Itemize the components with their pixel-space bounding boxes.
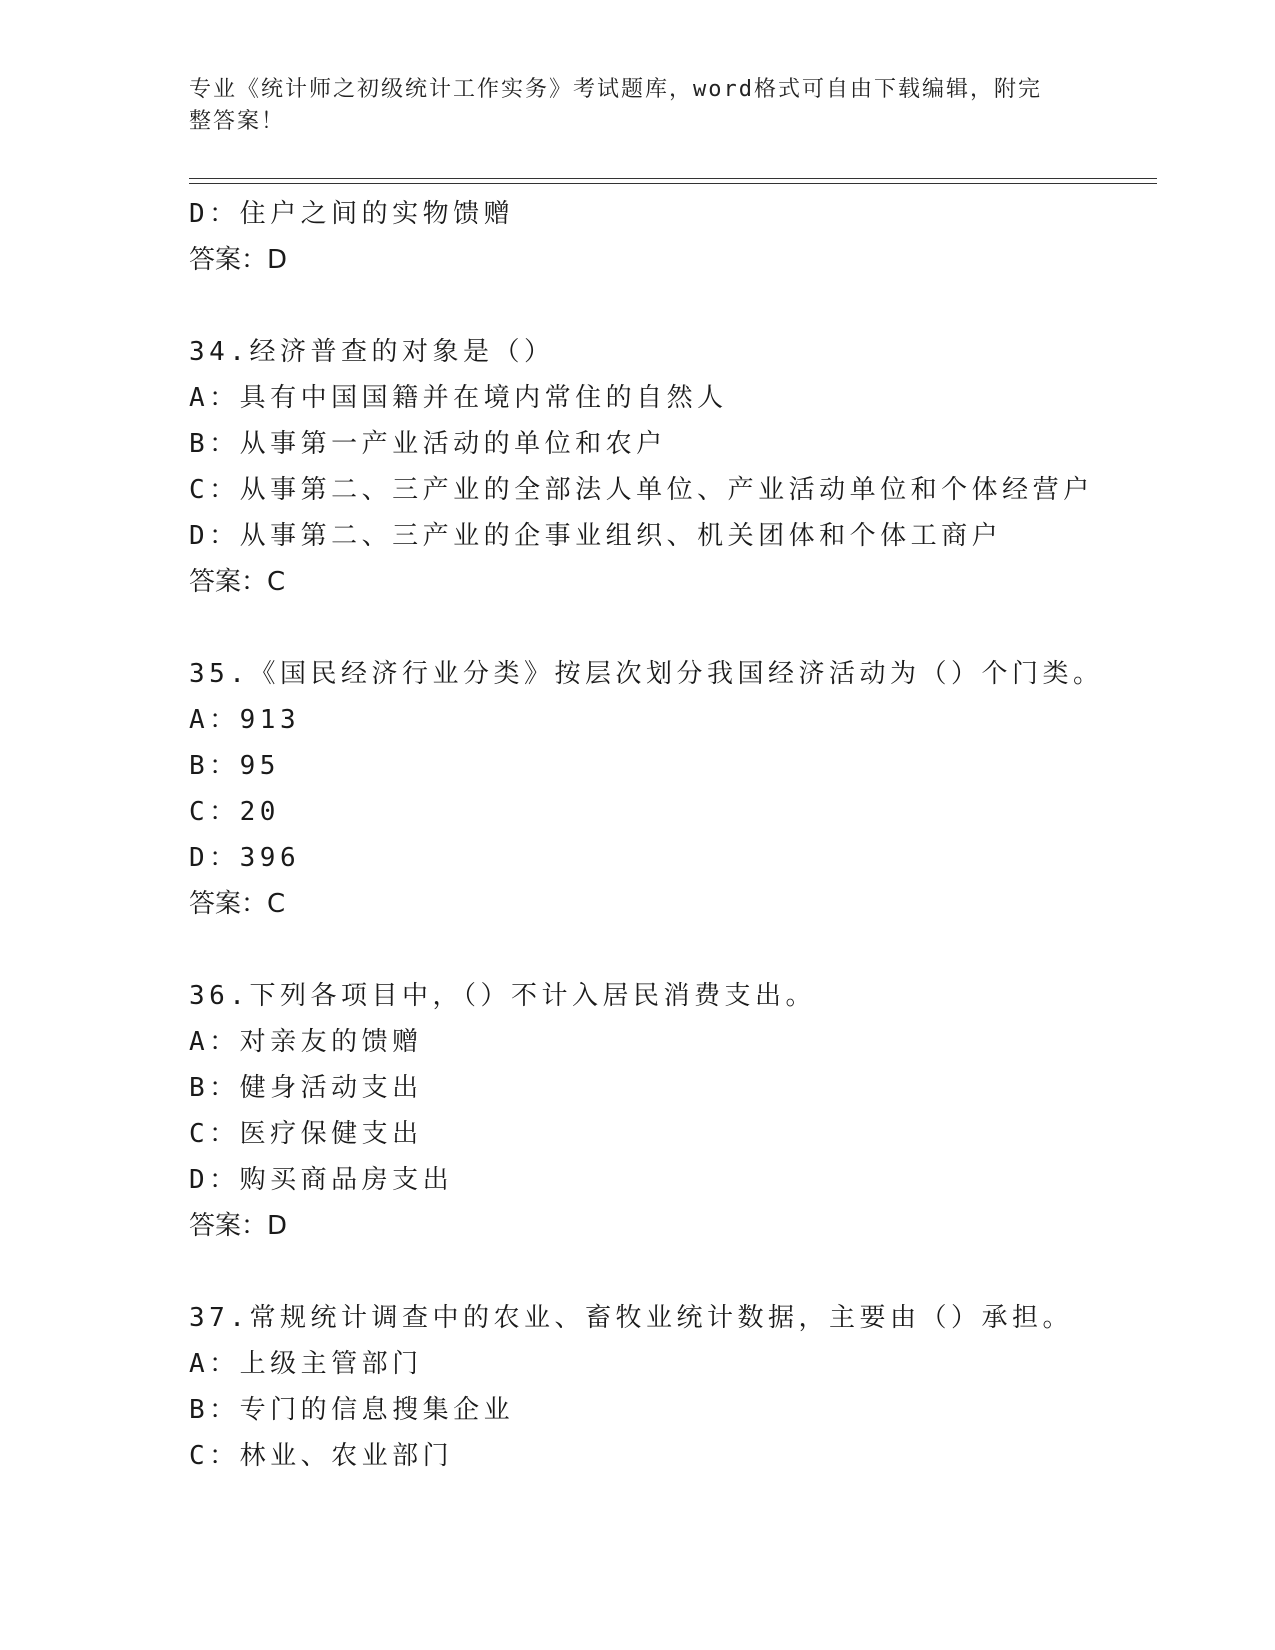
option-a: A：上级主管部门: [189, 1349, 423, 1379]
header-line-1: 专业《统计师之初级统计工作实务》考试题库，word格式可自由下载编辑，附完: [189, 77, 1042, 102]
spacer: [189, 1249, 1157, 1295]
spacer: [189, 283, 1157, 329]
question-stem: 36.下列各项目中，（）不计入居民消费支出。: [189, 981, 816, 1011]
option-c: C：林业、农业部门: [189, 1441, 454, 1471]
option-b: B：95: [189, 751, 280, 781]
option-a: A：对亲友的馈赠: [189, 1027, 423, 1057]
document-header: [189, 74, 1089, 138]
header-divider-bottom: [189, 183, 1157, 184]
option-a: A：具有中国国籍并在境内常住的自然人: [189, 383, 728, 413]
question-35: [189, 651, 1157, 927]
answer-line: 答案：C: [189, 567, 286, 597]
question-stem: 35.《国民经济行业分类》按层次划分我国经济活动为（）个门类。: [189, 659, 1104, 689]
option-c: C：从事第二、三产业的全部法人单位、产业活动单位和个体经营户: [189, 475, 1094, 505]
question-stem: 34.经济普查的对象是（）: [189, 337, 555, 367]
option-c: C：医疗保健支出: [189, 1119, 423, 1149]
question-34: [189, 329, 1157, 605]
question-37: [189, 1295, 1157, 1479]
question-36: [189, 973, 1157, 1249]
document-body: [189, 191, 1157, 1479]
header-line-2: 整答案！: [189, 109, 286, 134]
question-stem: 37.常规统计调查中的农业、畜牧业统计数据，主要由（）承担。: [189, 1303, 1073, 1333]
header-divider-top: [189, 178, 1157, 179]
answer-line: 答案：C: [189, 889, 286, 919]
option-d: D：396: [189, 843, 301, 873]
option-d: D：购买商品房支出: [189, 1165, 454, 1195]
option-a: A：913: [189, 705, 301, 735]
answer-line: 答案：D: [189, 245, 288, 275]
option-b: B：健身活动支出: [189, 1073, 423, 1103]
spacer: [189, 927, 1157, 973]
option-b: B：专门的信息搜集企业: [189, 1395, 515, 1425]
answer-line: 答案：D: [189, 1211, 288, 1241]
option-d: D：从事第二、三产业的企事业组织、机关团体和个体工商户: [189, 521, 1003, 551]
option-b: B：从事第一产业活动的单位和农户: [189, 429, 667, 459]
question-33-tail: [189, 191, 1157, 283]
spacer: [189, 605, 1157, 651]
option-d: D：住户之间的实物馈赠: [189, 199, 515, 229]
option-c: C：20: [189, 797, 280, 827]
